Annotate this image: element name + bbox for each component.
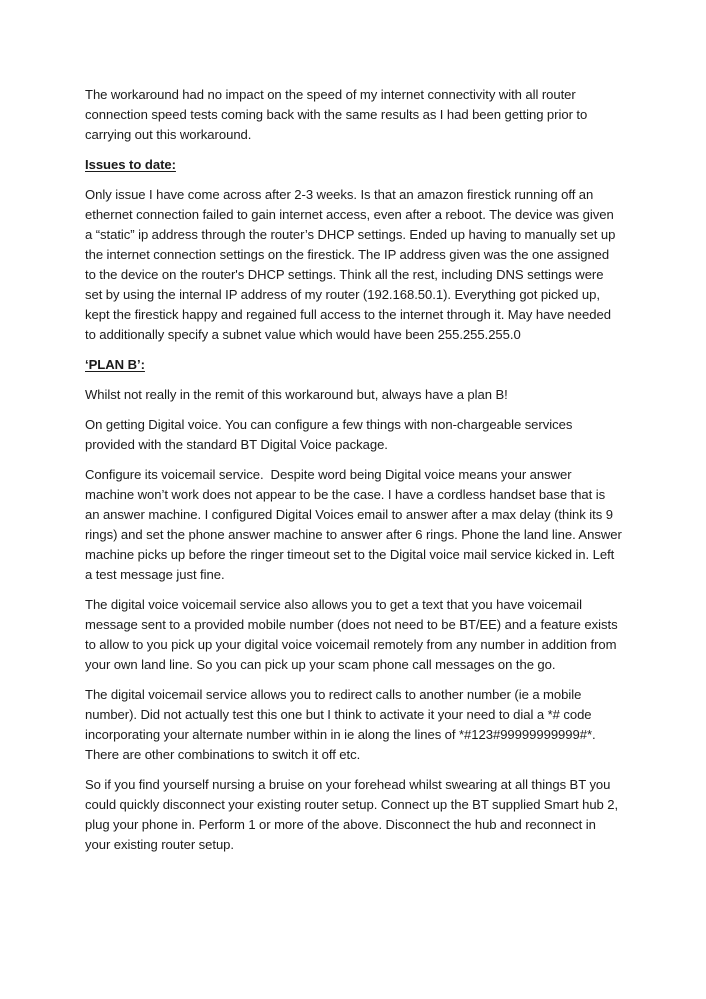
paragraph-workaround-speed: The workaround had no impact on the speed of my internet connectivity with all router connection speed tests coming back with the same results as I had been getting prior to carrying out this workaround. xyxy=(85,87,591,142)
document-body xyxy=(85,85,626,865)
paragraph-plan-b-intro: Whilst not really in the remit of this workaround but, always have a plan B! xyxy=(85,387,508,402)
heading-issues-to-date xyxy=(85,155,622,175)
heading-issues-to-date-text: Issues to date: xyxy=(85,157,176,172)
paragraph-call-redirect: The digital voicemail service allows you to redirect calls to another number (ie a mobile number). Did not actually test this one but I think to activate it your need to dial a *# code incorporating your alternate number within in ie along the lines of *#123#99999999999#*. There are other combinations to switch it off etc. xyxy=(85,687,599,762)
paragraph-voicemail-configure: Configure its voicemail service. Despite word being Digital voice means your answer machine won’t work does not appear to be the case. I have a cordless handset base that is an answer machine. I configured Digital Voices email to answer after a max delay (think its 9 rings) and set the phone answer machine to answer after 6 rings. Phone the land line. Answer machine picks up before the ringer timeout set to the Digital voice mail service kicked in. Left a test message just fine. xyxy=(85,467,626,582)
paragraph-plan-b-fallback: So if you find yourself nursing a bruise on your forehead whilst swearing at all things BT you could quickly disconnect your existing router setup. Connect up the BT supplied Smart hub 2, plug your phone in. Perform 1 or more of the above. Disconnect the hub and reconnect in your existing router setup. xyxy=(85,777,622,852)
heading-plan-b-text: ‘PLAN B’: xyxy=(85,357,145,372)
paragraph-firestick-issue: Only issue I have come across after 2-3 weeks. Is that an amazon firestick running off an ethernet connection failed to gain internet access, even after a reboot. The device was given a “static” ip address through the router’s DHCP settings. Ended up having to manually set up the internet connection settings on the firestick. The IP address given was the one assigned to the device on the router's DHCP settings. Think all the rest, including DNS settings were set by using the internal IP address of my router (192.168.50.1). Everything got picked up, kept the firestick happy and regained full access to the internet through it. May have needed to additionally specify a subnet value which would have been 255.255.255.0 xyxy=(85,187,619,342)
paragraph-voicemail-text-alerts: The digital voice voicemail service also allows you to get a text that you have voicemail message sent to a provided mobile number (does not need to be BT/EE) and a feature exists to allow to you pick up your digital voice voicemail remotely from any number in addition from your own land line. So you can pick up your scam phone call messages on the go. xyxy=(85,597,622,672)
heading-plan-b xyxy=(85,355,622,375)
paragraph-digital-voice-services: On getting Digital voice. You can configure a few things with non-chargeable services provided with the standard BT Digital Voice package. xyxy=(85,417,576,452)
